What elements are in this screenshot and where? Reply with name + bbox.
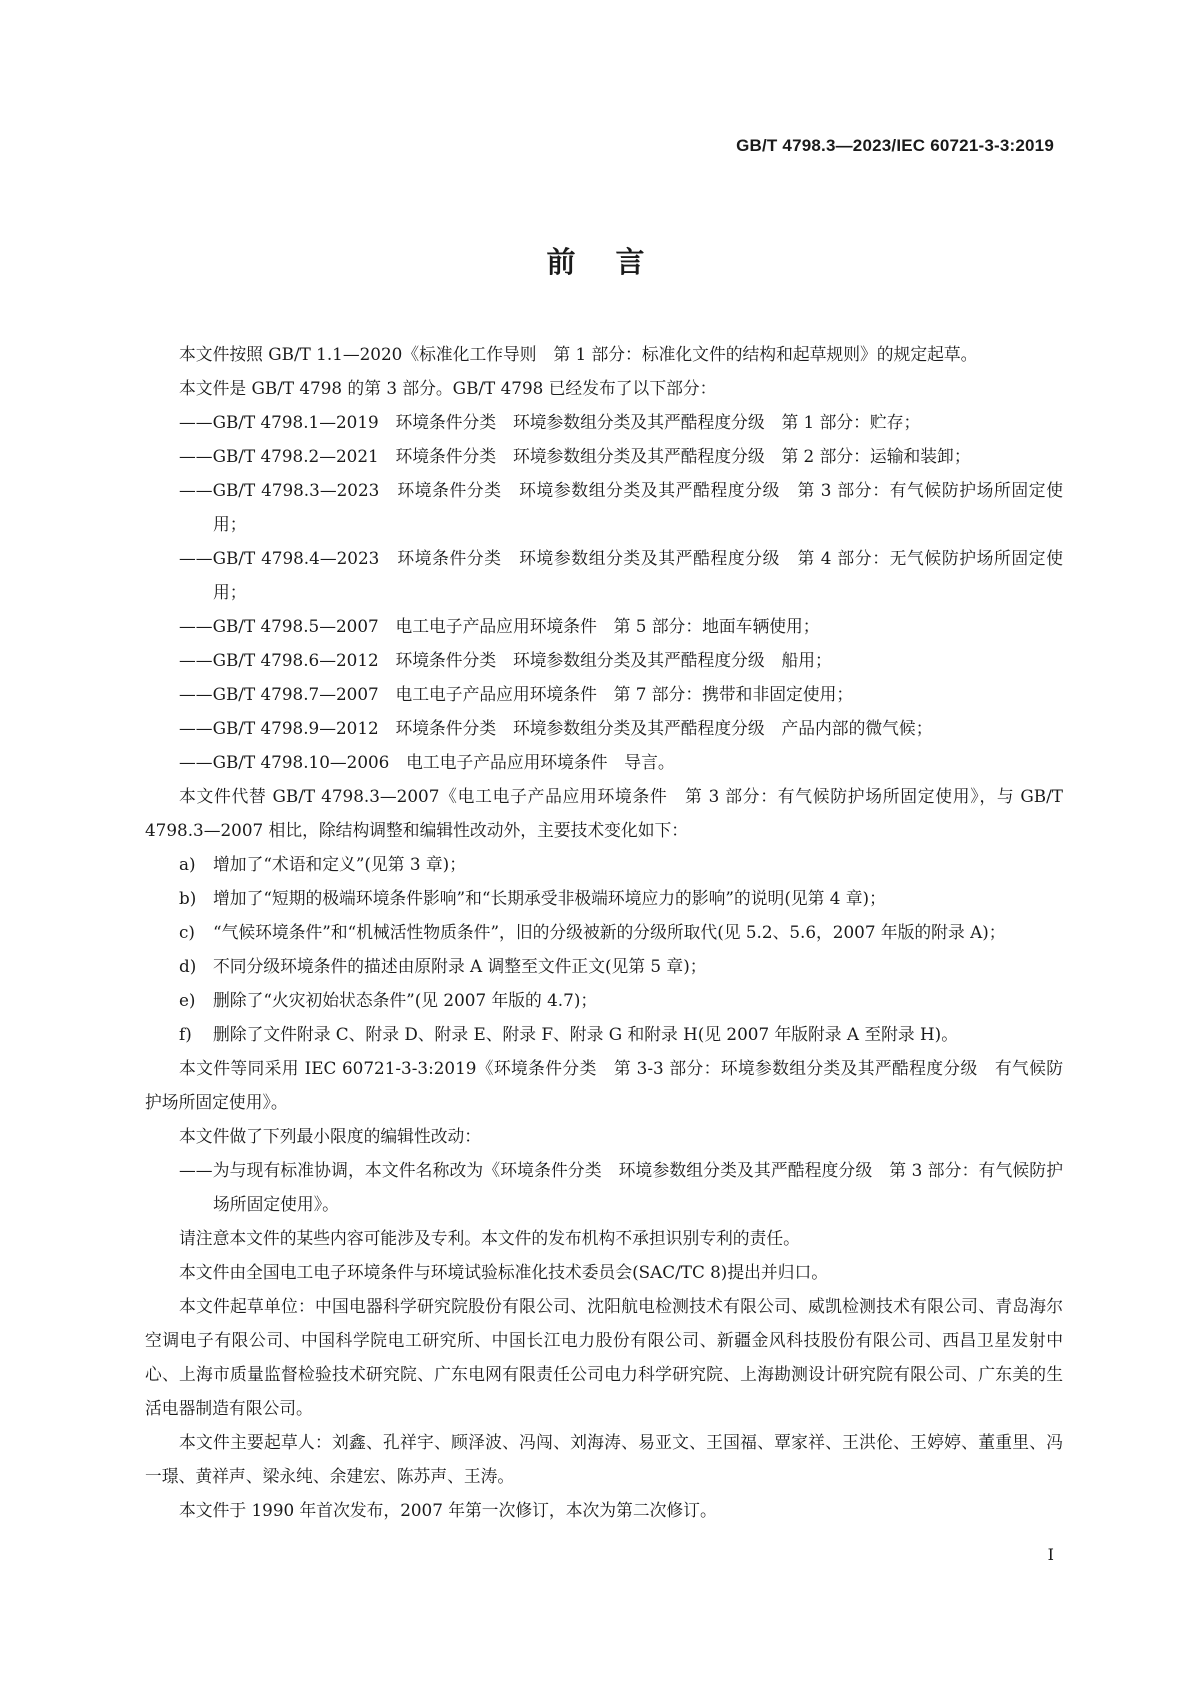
parts-list-item: ——GB/T 4798.3—2023 环境条件分类 环境参数组分类及其严酷程度分级 第 3 部分：有气候防护场所固定使用； — [179, 480, 1063, 534]
change-item-label: c) — [179, 922, 195, 942]
paragraph-edit-intro: 本文件做了下列最小限度的编辑性改动： — [179, 1126, 482, 1146]
parts-list-item: ——GB/T 4798.7—2007 电工电子产品应用环境条件 第 7 部分：携带和非固定使用； — [179, 684, 854, 704]
paragraph-replacement: 本文件代替 GB/T 4798.3—2007《电工电子产品应用环境条件 第 3 部分：有气候防护场所固定使用》，与 GB/T 4798.3—2007 相比，除结构调整和编辑性改动外，主要技术变化如下： — [145, 786, 1063, 840]
parts-list-item: ——GB/T 4798.10—2006 电工电子产品应用环境条件 导言。 — [179, 752, 675, 772]
change-item-text: “气候环境条件”和“机械活性物质条件”，旧的分级被新的分级所取代(见 5.2、5.6，2007 年版的附录 A)； — [213, 922, 1006, 942]
change-item-text: 增加了“术语和定义”(见第 3 章)； — [213, 854, 466, 874]
parts-list-item: ——GB/T 4798.6—2012 环境条件分类 环境参数组分类及其严酷程度分级 船用； — [179, 650, 832, 670]
change-item-text: 删除了“火灾初始状态条件”(见 2007 年版的 4.7)； — [213, 990, 598, 1010]
change-item — [145, 847, 1063, 881]
page-title: 前言 — [546, 245, 685, 279]
parts-list-item: ——GB/T 4798.2—2021 环境条件分类 环境参数组分类及其严酷程度分级 第 2 部分：运输和装卸； — [179, 446, 971, 466]
parts-list-item: ——GB/T 4798.9—2012 环境条件分类 环境参数组分类及其严酷程度分级 产品内部的微气候； — [179, 718, 933, 738]
change-item — [145, 881, 1063, 915]
page-number: I — [1047, 1545, 1054, 1564]
change-item-text: 不同分级环境条件的描述由原附录 A 调整至文件正文(见第 5 章)； — [213, 956, 707, 976]
change-item — [145, 915, 1063, 949]
paragraph-drafting-units: 本文件起草单位：中国电器科学研究院股份有限公司、沈阳航电检测技术有限公司、威凯检测技术有限公司、青岛海尔空调电子有限公司、中国科学院电工研究所、中国长江电力股份有限公司、新疆金风科技股份有限公司、西昌卫星发射中心、上海市质量监督检验技术研究院、广东电网有限责任公司电力科学研究院、上海勘测设计研究院有限公司、广东美的生活电器制造有限公司。 — [145, 1296, 1063, 1418]
change-item — [145, 1017, 1063, 1051]
parts-list-item: ——GB/T 4798.1—2019 环境条件分类 环境参数组分类及其严酷程度分级 第 1 部分：贮存； — [179, 412, 921, 432]
change-item-text: 增加了“短期的极端环境条件影响”和“长期承受非极端环境应力的影响”的说明(见第 4 章)； — [213, 888, 886, 908]
paragraph-history: 本文件于 1990 年首次发布，2007 年第一次修订，本次为第二次修订。 — [179, 1500, 717, 1520]
paragraph-proposer: 本文件由全国电工电子环境条件与环境试验标准化技术委员会(SAC/TC 8)提出并归口。 — [179, 1262, 829, 1282]
change-item-label: f) — [179, 1024, 192, 1044]
change-item — [145, 949, 1063, 983]
paragraph-parts-intro: 本文件是 GB/T 4798 的第 3 部分。GB/T 4798 已经发布了以下部分： — [179, 378, 717, 398]
change-item-text: 删除了文件附录 C、附录 D、附录 E、附录 F、附录 G 和附录 H(见 2007 年版附录 A 至附录 H)。 — [213, 1024, 959, 1044]
change-item-label: b) — [179, 888, 197, 908]
paragraph-patent-notice: 请注意本文件的某些内容可能涉及专利。本文件的发布机构不承担识别专利的责任。 — [179, 1228, 800, 1248]
paragraph-drafting-basis: 本文件按照 GB/T 1.1—2020《标准化工作导则 第 1 部分：标准化文件的结构和起草规则》的规定起草。 — [179, 344, 978, 364]
edit-list-item: ——为与现有标准协调，本文件名称改为《环境条件分类 环境参数组分类及其严酷程度分级 第 3 部分：有气候防护场所固定使用》。 — [179, 1160, 1063, 1214]
change-item — [145, 983, 1063, 1017]
paragraph-adoption: 本文件等同采用 IEC 60721-3-3:2019《环境条件分类 第 3-3 部分：环境参数组分类及其严酷程度分级 有气候防护场所固定使用》。 — [145, 1058, 1063, 1112]
paragraph-drafters: 本文件主要起草人：刘鑫、孔祥宇、顾泽波、冯闯、刘海涛、易亚文、王国福、覃家祥、王洪伦、王婷婷、董重里、冯一璟、黄祥声、梁永纯、余建宏、陈苏声、王涛。 — [145, 1432, 1063, 1486]
change-item-label: a) — [179, 854, 196, 874]
document-body — [145, 337, 1063, 1527]
parts-list-item: ——GB/T 4798.4—2023 环境条件分类 环境参数组分类及其严酷程度分级 第 4 部分：无气候防护场所固定使用； — [179, 548, 1063, 602]
document-code: GB/T 4798.3—2023/IEC 60721-3-3:2019 — [736, 136, 1054, 155]
parts-list-item: ——GB/T 4798.5—2007 电工电子产品应用环境条件 第 5 部分：地面车辆使用； — [179, 616, 820, 636]
change-item-label: e) — [179, 990, 196, 1010]
change-item-label: d) — [179, 956, 197, 976]
